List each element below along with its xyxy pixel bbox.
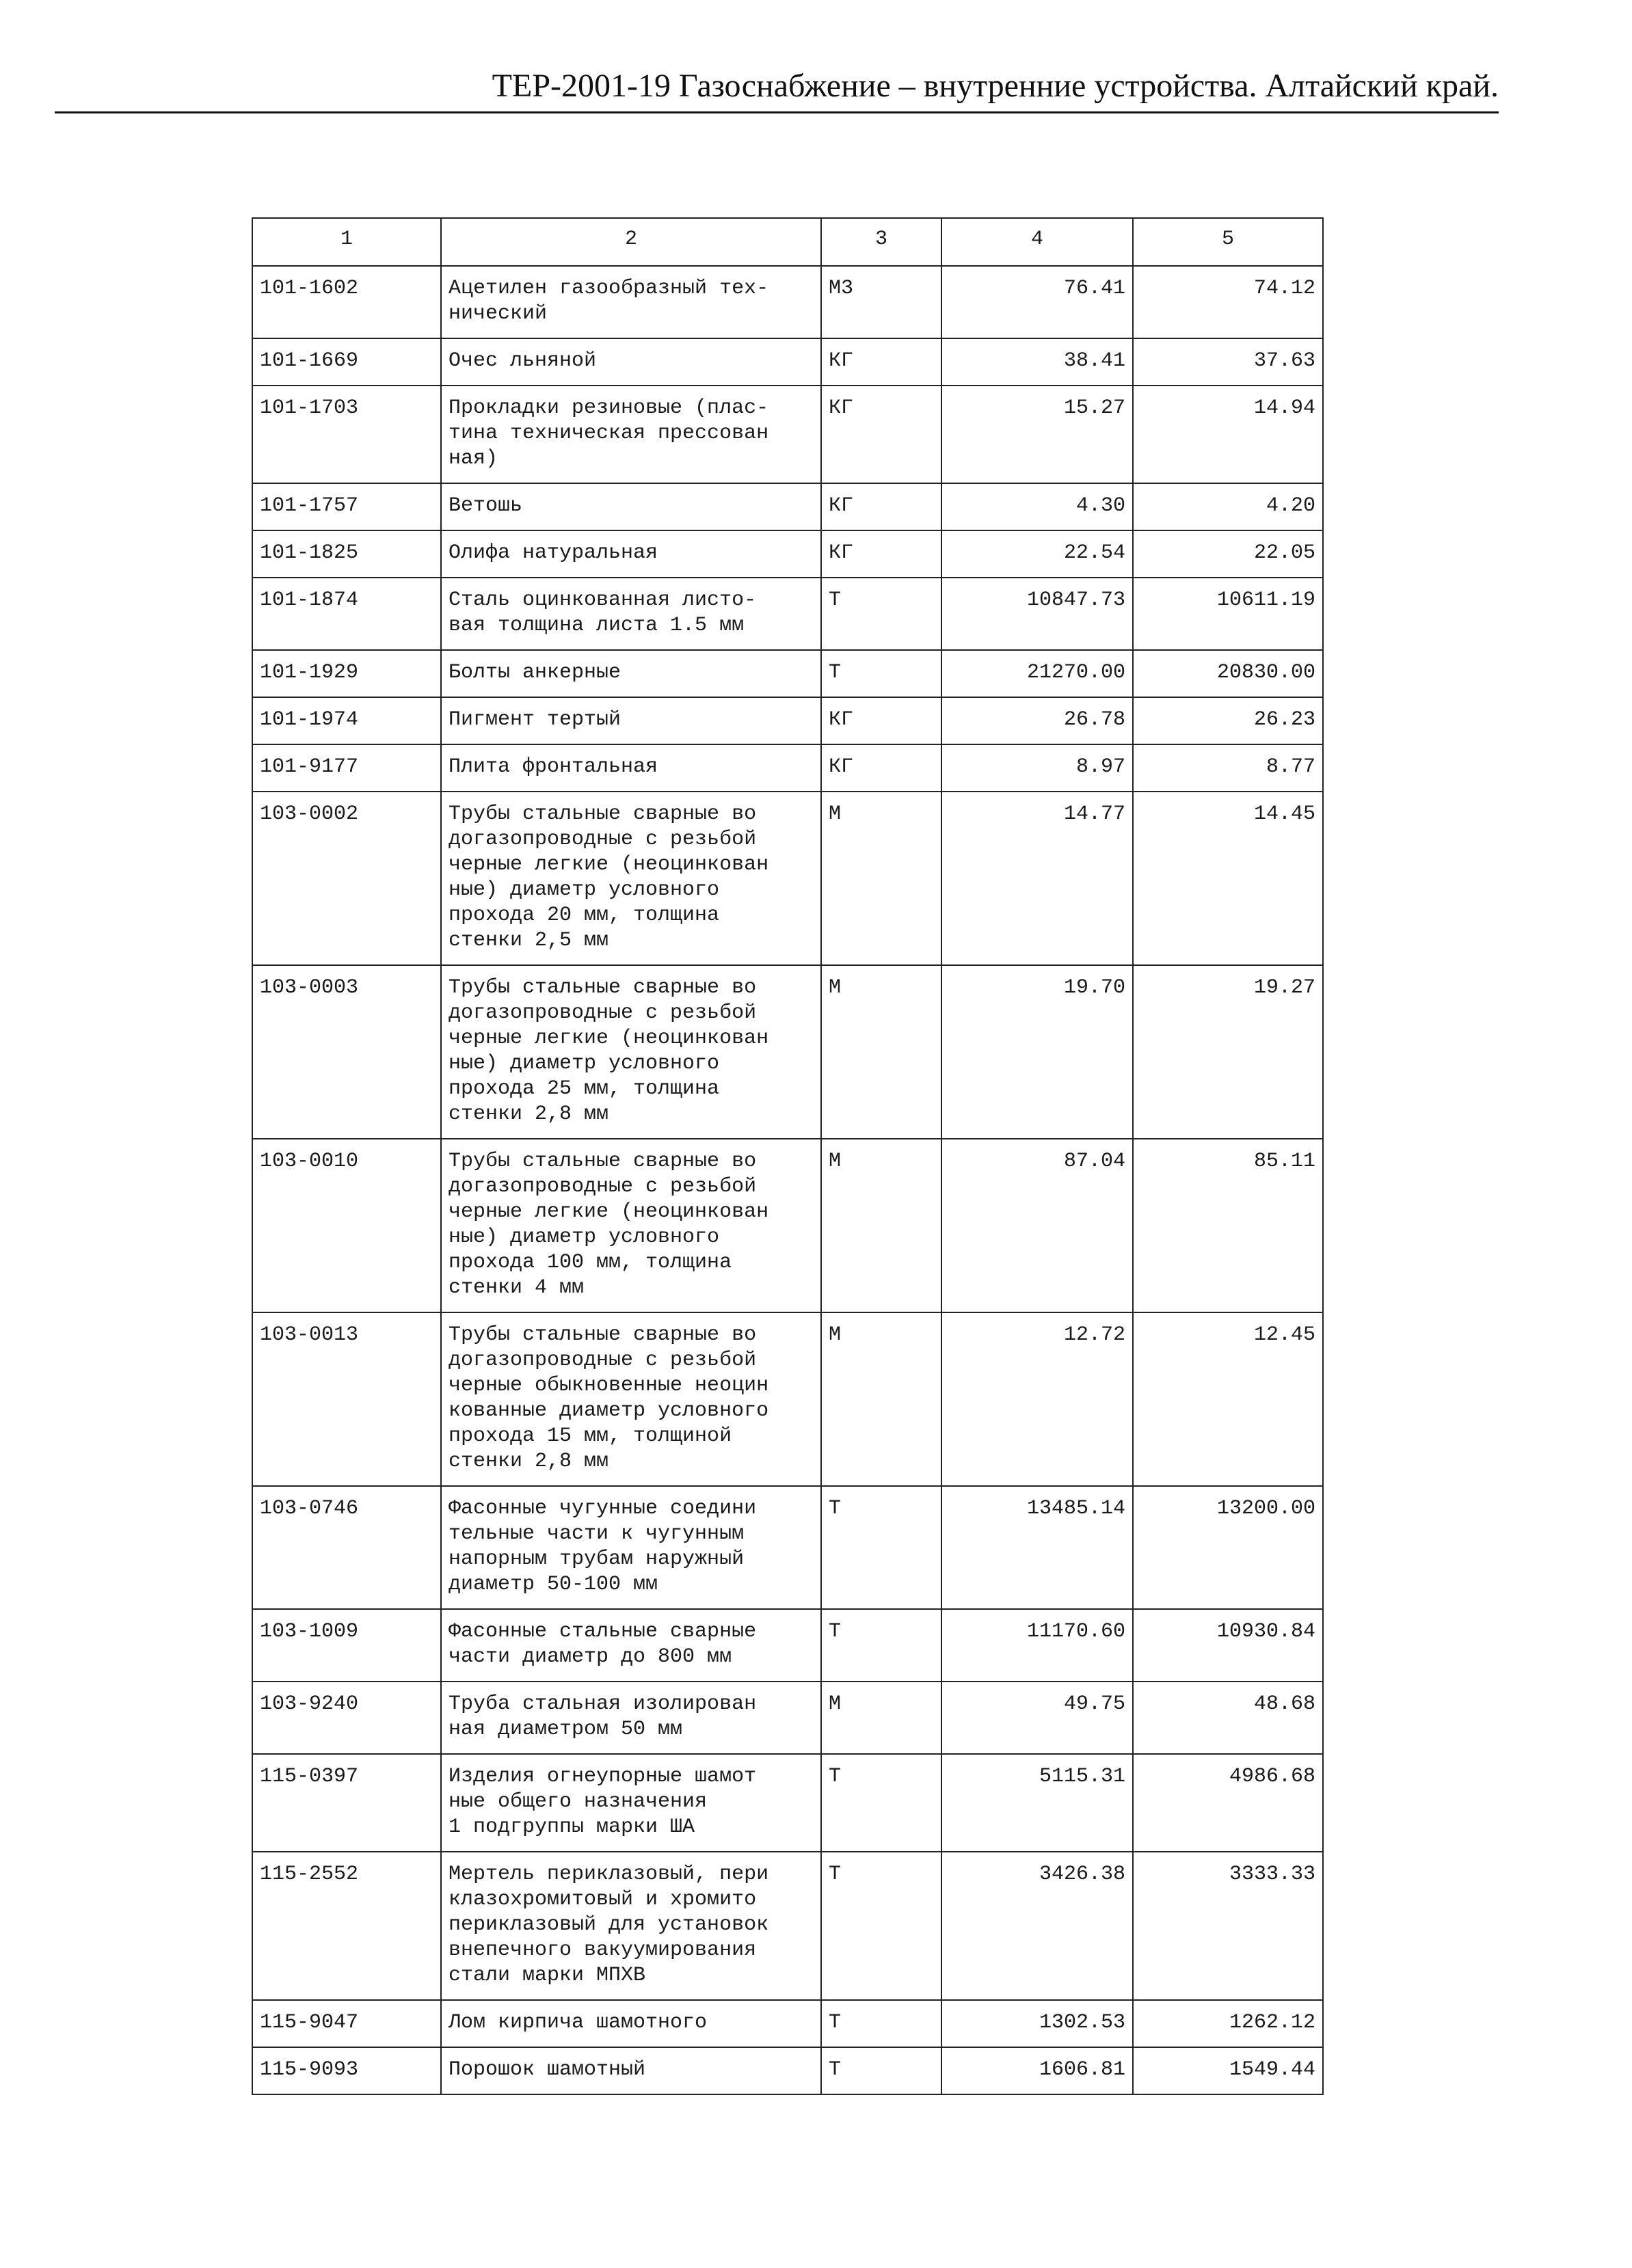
unit-cell (821, 792, 941, 965)
price-column-4-cell-text: 22.54 (1063, 541, 1125, 565)
price-column-5-cell-text: 8.77 (1266, 755, 1315, 779)
price-column-4-cell-text: 12.72 (1063, 1323, 1125, 1347)
price-column-4-cell (941, 792, 1133, 965)
price-column-5-cell (1133, 792, 1323, 965)
unit-cell (821, 1609, 941, 1682)
resource-name-cell-text: Лом кирпича шамотного (449, 2011, 708, 2034)
table-row (252, 1486, 1323, 1609)
price-column-5-cell-text: 26.23 (1253, 708, 1315, 731)
unit-cell-text: М (829, 976, 842, 999)
table-row (252, 1609, 1323, 1682)
price-column-4-cell (941, 483, 1133, 530)
resource-name-cell-text: Болты анкерные (449, 661, 621, 684)
resource-code-cell-text: 101-1703 (260, 396, 359, 420)
resource-code-cell (252, 965, 441, 1139)
table-body (252, 266, 1323, 2094)
price-column-4-cell-text: 19.70 (1063, 976, 1125, 999)
unit-cell-text: КГ (829, 494, 854, 517)
resource-code-cell (252, 530, 441, 578)
resource-code-cell-text: 115-9093 (260, 2058, 359, 2081)
resource-code-cell-text: 103-0003 (260, 976, 359, 999)
resource-name-cell (441, 2047, 821, 2094)
price-column-5-cell (1133, 1139, 1323, 1312)
table-row (252, 338, 1323, 386)
resource-name-cell (441, 1312, 821, 1486)
resource-code-cell-text: 103-9240 (260, 1692, 359, 1716)
price-column-5-cell-text: 1549.44 (1229, 2058, 1315, 2081)
price-column-4-cell-text: 11170.60 (1026, 1620, 1125, 1643)
price-column-5-cell (1133, 697, 1323, 744)
price-column-4-cell (941, 1139, 1133, 1312)
price-column-4-cell (941, 965, 1133, 1139)
resource-name-cell-text: Трубы стальные сварные во догазопроводные с резьбой черные легкие (неоцинкован ные) диаметр условного прохода 100 мм, толщина стенки 4 мм (449, 1150, 769, 1299)
price-column-4-cell-text: 49.75 (1063, 1692, 1125, 1716)
unit-cell (821, 578, 941, 650)
price-column-5-cell-text: 14.45 (1253, 802, 1315, 826)
price-column-4-cell-text: 4.30 (1075, 494, 1125, 517)
resource-name-cell (441, 1139, 821, 1312)
unit-cell (821, 965, 941, 1139)
unit-cell-text: КГ (829, 349, 854, 373)
price-column-5-cell (1133, 1609, 1323, 1682)
unit-cell (821, 2000, 941, 2047)
unit-cell-text: КГ (829, 708, 854, 731)
column-header-2: 2 (441, 218, 821, 266)
price-column-4-cell-text: 1606.81 (1039, 2058, 1125, 2081)
price-column-4-cell-text: 8.97 (1075, 755, 1125, 779)
table-row (252, 2047, 1323, 2094)
price-column-5-cell (1133, 1852, 1323, 2000)
resource-name-cell (441, 1609, 821, 1682)
resource-name-cell (441, 386, 821, 483)
price-column-5-cell-text: 10930.84 (1216, 1620, 1315, 1643)
resource-name-cell-text: Прокладки резиновые (плас- тина техническая прессован ная) (449, 396, 769, 470)
resource-code-cell (252, 697, 441, 744)
price-column-5-cell (1133, 744, 1323, 792)
price-column-5-cell (1133, 530, 1323, 578)
resource-code-cell-text: 101-1974 (260, 708, 359, 731)
price-column-5-cell-text: 12.45 (1253, 1323, 1315, 1347)
table-row (252, 744, 1323, 792)
unit-cell (821, 1682, 941, 1754)
unit-cell (821, 1486, 941, 1609)
price-column-4-cell (941, 1754, 1133, 1852)
unit-cell-text: КГ (829, 541, 854, 565)
price-column-5-cell-text: 4986.68 (1229, 1765, 1315, 1788)
resource-name-cell (441, 697, 821, 744)
price-column-4-cell-text: 38.41 (1063, 349, 1125, 373)
price-column-5-cell-text: 13200.00 (1216, 1497, 1315, 1520)
resource-code-cell-text: 101-1874 (260, 589, 359, 612)
price-column-4-cell-text: 13485.14 (1026, 1497, 1125, 1520)
resource-name-cell-text: Трубы стальные сварные во догазопроводные с резьбой черные легкие (неоцинкован ные) диаметр условного прохода 25 мм, толщина стенки 2,8 мм (449, 976, 769, 1126)
price-column-4-cell-text: 87.04 (1063, 1150, 1125, 1173)
resource-name-cell-text: Сталь оцинкованная листо- вая толщина листа 1.5 мм (449, 589, 757, 637)
table-row (252, 1682, 1323, 1754)
price-column-4-cell (941, 386, 1133, 483)
resource-name-cell-text: Мертель периклазовый, пери клазохромитовый и хромито периклазовый для установок внепечного вакуумирования стали марки МПХВ (449, 1863, 769, 1987)
unit-cell (821, 386, 941, 483)
unit-cell-text: Т (829, 1497, 842, 1520)
resource-code-cell-text: 103-0002 (260, 802, 359, 826)
price-column-4-cell (941, 530, 1133, 578)
resource-name-cell-text: Ветошь (449, 494, 523, 517)
unit-cell-text: М3 (829, 277, 854, 300)
price-column-5-cell-text: 74.12 (1253, 277, 1315, 300)
resource-name-cell-text: Очес льняной (449, 349, 597, 373)
resource-name-cell (441, 530, 821, 578)
price-column-4-cell (941, 578, 1133, 650)
price-column-5-cell-text: 1262.12 (1229, 2011, 1315, 2034)
table-row (252, 1312, 1323, 1486)
price-column-4-cell-text: 1302.53 (1039, 2011, 1125, 2034)
resource-code-cell (252, 338, 441, 386)
unit-cell (821, 650, 941, 697)
table-row (252, 697, 1323, 744)
price-column-5-cell (1133, 386, 1323, 483)
resource-code-cell-text: 101-1669 (260, 349, 359, 373)
price-column-4-cell-text: 15.27 (1063, 396, 1125, 420)
price-column-5-cell (1133, 1486, 1323, 1609)
resource-price-table (252, 217, 1324, 2095)
resource-code-cell-text: 103-0010 (260, 1150, 359, 1173)
resource-code-cell-text: 101-1602 (260, 277, 359, 300)
price-column-4-cell (941, 1609, 1133, 1682)
resource-code-cell (252, 1852, 441, 2000)
resource-code-cell (252, 386, 441, 483)
price-column-5-cell (1133, 578, 1323, 650)
price-column-4-cell (941, 2000, 1133, 2047)
resource-code-cell (252, 483, 441, 530)
price-column-4-cell-text: 21270.00 (1026, 661, 1125, 684)
resource-name-cell (441, 1486, 821, 1609)
unit-cell-text: КГ (829, 755, 854, 779)
resource-code-cell (252, 1754, 441, 1852)
resource-name-cell (441, 1754, 821, 1852)
resource-code-cell (252, 266, 441, 338)
price-column-5-cell (1133, 266, 1323, 338)
resource-name-cell (441, 965, 821, 1139)
table-header-row (252, 218, 1323, 266)
column-header-5: 5 (1133, 218, 1323, 266)
resource-code-cell (252, 1139, 441, 1312)
resource-name-cell (441, 2000, 821, 2047)
price-column-5-cell-text: 3333.33 (1229, 1863, 1315, 1886)
unit-cell-text: Т (829, 1765, 842, 1788)
price-column-4-cell (941, 266, 1133, 338)
resource-code-cell (252, 1312, 441, 1486)
resource-code-cell-text: 115-9047 (260, 2011, 359, 2034)
unit-cell-text: М (829, 1150, 842, 1173)
resource-code-cell (252, 1609, 441, 1682)
table-row (252, 965, 1323, 1139)
resource-name-cell (441, 338, 821, 386)
column-header-4: 4 (941, 218, 1133, 266)
resource-code-cell (252, 578, 441, 650)
price-column-4-cell (941, 744, 1133, 792)
column-header-3: 3 (821, 218, 941, 266)
resource-code-cell-text: 103-0746 (260, 1497, 359, 1520)
price-column-4-cell (941, 2047, 1133, 2094)
unit-cell (821, 2047, 941, 2094)
price-column-5-cell (1133, 650, 1323, 697)
resource-code-cell (252, 650, 441, 697)
table-row (252, 1754, 1323, 1852)
resource-code-cell-text: 101-1825 (260, 541, 359, 565)
unit-cell-text: Т (829, 661, 842, 684)
resource-name-cell-text: Плита фронтальная (449, 755, 658, 779)
price-column-4-cell-text: 10847.73 (1026, 589, 1125, 612)
resource-name-cell-text: Ацетилен газообразный тех- нический (449, 277, 769, 325)
unit-cell-text: Т (829, 2058, 842, 2081)
table-row (252, 1852, 1323, 2000)
resource-name-cell (441, 266, 821, 338)
resource-code-cell-text: 115-0397 (260, 1765, 359, 1788)
price-column-5-cell (1133, 1754, 1323, 1852)
price-column-4-cell-text: 3426.38 (1039, 1863, 1125, 1886)
price-column-5-cell-text: 4.20 (1266, 494, 1315, 517)
price-column-5-cell-text: 14.94 (1253, 396, 1315, 420)
resource-name-cell-text: Изделия огнеупорные шамот ные общего назначения 1 подгруппы марки ША (449, 1765, 757, 1839)
price-column-4-cell-text: 26.78 (1063, 708, 1125, 731)
unit-cell-text: Т (829, 1620, 842, 1643)
unit-cell-text: Т (829, 2011, 842, 2034)
unit-cell-text: КГ (829, 396, 854, 420)
resource-name-cell-text: Труба стальная изолирован ная диаметром 50 мм (449, 1692, 757, 1741)
resource-name-cell-text: Трубы стальные сварные во догазопроводные с резьбой черные легкие (неоцинкован ные) диаметр условного прохода 20 мм, толщина стенки 2,5 мм (449, 802, 769, 952)
unit-cell (821, 744, 941, 792)
resource-name-cell-text: Порошок шамотный (449, 2058, 646, 2081)
price-column-5-cell-text: 19.27 (1253, 976, 1315, 999)
header-rule (55, 111, 1499, 113)
table-row (252, 2000, 1323, 2047)
resource-name-cell (441, 744, 821, 792)
unit-cell (821, 530, 941, 578)
price-column-5-cell-text: 20830.00 (1216, 661, 1315, 684)
price-column-5-cell-text: 48.68 (1253, 1692, 1315, 1716)
unit-cell-text: М (829, 802, 842, 826)
unit-cell (821, 1139, 941, 1312)
resource-code-cell-text: 101-1929 (260, 661, 359, 684)
price-column-5-cell (1133, 338, 1323, 386)
resource-name-cell-text: Олифа натуральная (449, 541, 658, 565)
price-column-4-cell (941, 1682, 1133, 1754)
resource-name-cell (441, 1852, 821, 2000)
unit-cell-text: М (829, 1692, 842, 1716)
price-column-5-cell-text: 37.63 (1253, 349, 1315, 373)
resource-code-cell (252, 2047, 441, 2094)
unit-cell (821, 266, 941, 338)
resource-code-cell (252, 792, 441, 965)
price-column-4-cell (941, 1852, 1133, 2000)
table-row (252, 530, 1323, 578)
price-column-5-cell (1133, 1312, 1323, 1486)
table-row (252, 1139, 1323, 1312)
price-column-5-cell (1133, 1682, 1323, 1754)
resource-code-cell-text: 103-1009 (260, 1620, 359, 1643)
price-column-4-cell (941, 1486, 1133, 1609)
unit-cell-text: Т (829, 1863, 842, 1886)
unit-cell (821, 697, 941, 744)
unit-cell (821, 1852, 941, 2000)
price-column-5-cell-text: 85.11 (1253, 1150, 1315, 1173)
table-row (252, 792, 1323, 965)
table-row (252, 650, 1323, 697)
price-column-4-cell (941, 1312, 1133, 1486)
price-column-5-cell (1133, 2047, 1323, 2094)
price-column-5-cell (1133, 965, 1323, 1139)
price-column-4-cell-text: 76.41 (1063, 277, 1125, 300)
price-column-5-cell-text: 22.05 (1253, 541, 1315, 565)
table-row (252, 266, 1323, 338)
resource-price-table-wrapper (252, 217, 1324, 2095)
resource-code-cell (252, 1486, 441, 1609)
resource-code-cell-text: 103-0013 (260, 1323, 359, 1347)
resource-name-cell (441, 650, 821, 697)
price-column-4-cell (941, 697, 1133, 744)
resource-name-cell (441, 483, 821, 530)
resource-name-cell-text: Фасонные чугунные соедини тельные части к чугунным напорным трубам наружный диаметр 50-100 мм (449, 1497, 757, 1596)
table-row (252, 578, 1323, 650)
unit-cell-text: М (829, 1323, 842, 1347)
unit-cell (821, 483, 941, 530)
price-column-5-cell (1133, 483, 1323, 530)
resource-name-cell-text: Трубы стальные сварные во догазопроводные с резьбой черные обыкновенные неоцин кованные диаметр условного прохода 15 мм, толщиной стенки 2,8 мм (449, 1323, 769, 1473)
resource-name-cell-text: Пигмент тертый (449, 708, 621, 731)
unit-cell (821, 1312, 941, 1486)
page-header-title: ТЕР-2001-19 Газоснабжение – внутренние устройства. Алтайский край. (492, 68, 1499, 104)
resource-name-cell (441, 1682, 821, 1754)
resource-name-cell-text: Фасонные стальные сварные части диаметр до 800 мм (449, 1620, 757, 1669)
resource-code-cell-text: 101-9177 (260, 755, 359, 779)
resource-code-cell (252, 2000, 441, 2047)
resource-name-cell (441, 792, 821, 965)
price-column-5-cell (1133, 2000, 1323, 2047)
resource-code-cell (252, 744, 441, 792)
price-column-4-cell-text: 5115.31 (1039, 1765, 1125, 1788)
column-header-1: 1 (252, 218, 441, 266)
resource-code-cell-text: 101-1757 (260, 494, 359, 517)
price-column-4-cell (941, 650, 1133, 697)
resource-code-cell-text: 115-2552 (260, 1863, 359, 1886)
unit-cell (821, 1754, 941, 1852)
resource-code-cell (252, 1682, 441, 1754)
table-row (252, 483, 1323, 530)
resource-name-cell (441, 578, 821, 650)
unit-cell (821, 338, 941, 386)
unit-cell-text: Т (829, 589, 842, 612)
table-row (252, 386, 1323, 483)
price-column-5-cell-text: 10611.19 (1216, 589, 1315, 612)
price-column-4-cell-text: 14.77 (1063, 802, 1125, 826)
price-column-4-cell (941, 338, 1133, 386)
